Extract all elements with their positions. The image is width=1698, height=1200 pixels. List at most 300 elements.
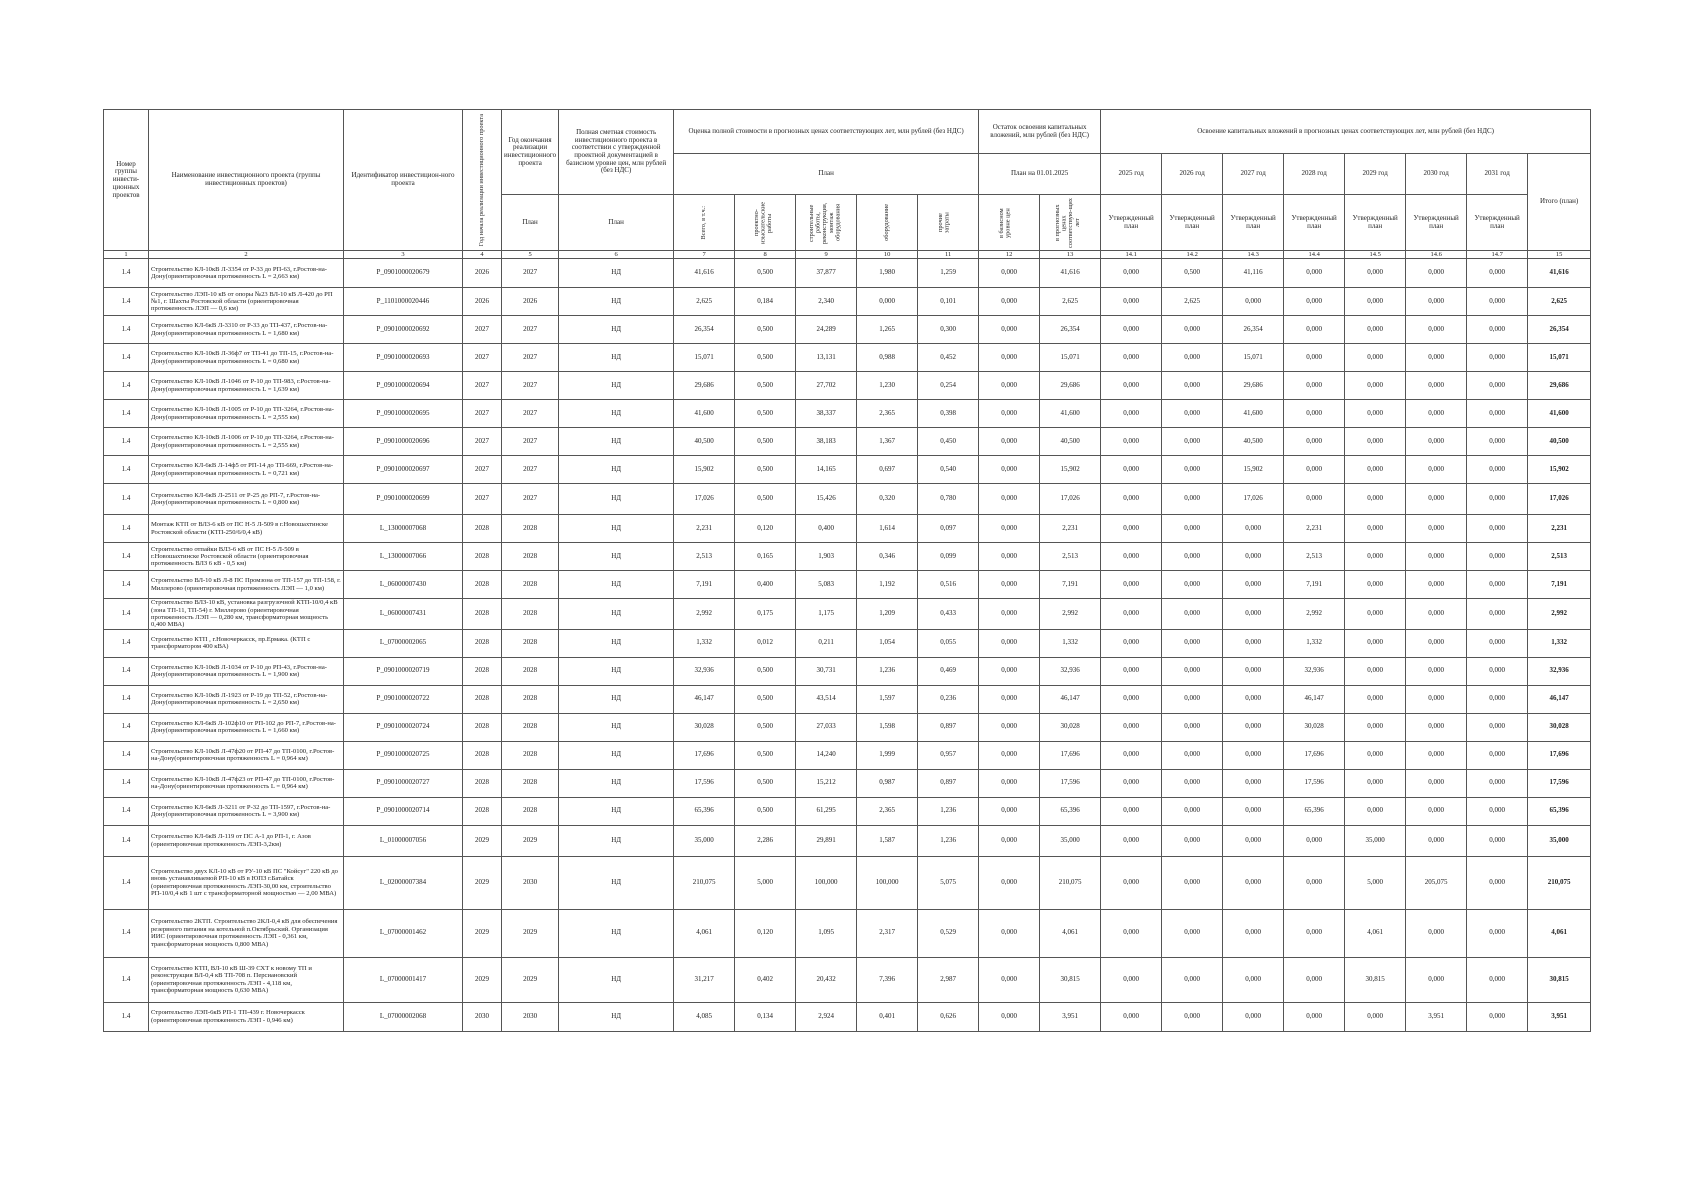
table-row — [104, 316, 1591, 344]
cell-value: 0,000 — [1467, 797, 1528, 825]
cell-value: 0,000 — [1467, 456, 1528, 484]
cell-value: 0,400 — [796, 515, 857, 543]
cell-value: 14,165 — [796, 456, 857, 484]
cell-value: 0,000 — [1406, 288, 1467, 316]
column-index-row — [104, 251, 1591, 259]
header-approved-2031: Утвержденный план — [1467, 195, 1528, 251]
cell-project-name: Строительство КЛ-10кВ Л-1034 от Р-10 до РП-43, г.Ростов-на-Дону(ориентировочная протяженность L = 1,900 км) — [149, 657, 344, 685]
cell-total: 30,028 — [1528, 713, 1591, 741]
cell-group: 1.4 — [104, 769, 149, 797]
cell-full-cost: НД — [559, 484, 674, 515]
cell-value: 30,028 — [674, 713, 735, 741]
cell-full-cost: НД — [559, 957, 674, 1002]
cell-value: 4,061 — [1345, 909, 1406, 957]
table-row — [104, 288, 1591, 316]
cell-value: 0,000 — [1101, 713, 1162, 741]
cell-value: 0,000 — [1101, 372, 1162, 400]
cell-year-end: 2030 — [502, 1002, 559, 1031]
cell-value: 0,516 — [918, 571, 979, 599]
cell-value: 15,426 — [796, 484, 857, 515]
cell-value: 0,000 — [1162, 456, 1223, 484]
cell-value: 46,147 — [674, 685, 735, 713]
cell-value: 17,026 — [1223, 484, 1284, 515]
cell-identifier: P_0901000020699 — [344, 484, 463, 515]
cell-group: 1.4 — [104, 428, 149, 456]
cell-value: 37,877 — [796, 259, 857, 288]
cell-value: 4,061 — [674, 909, 735, 957]
cell-project-name: Строительство 2КТП. Строительство 2КЛ-0,4 кВ для обеспечения резервного питания на котельной п.Октябрьский. Организация ИИС (ориентировочная протяженность ЛЭП - 0,361 км, трансформаторная мощность 0,800 МВА) — [149, 909, 344, 957]
cell-value: 27,033 — [796, 713, 857, 741]
cell-value: 0,401 — [857, 1002, 918, 1031]
cell-value: 1,230 — [857, 372, 918, 400]
cell-group: 1.4 — [104, 344, 149, 372]
cell-total: 15,071 — [1528, 344, 1591, 372]
cell-identifier: L_02000007384 — [344, 856, 463, 909]
cell-year-start: 2027 — [463, 372, 502, 400]
cell-value: 0,000 — [979, 484, 1040, 515]
cell-value: 0,000 — [1162, 825, 1223, 856]
cell-value: 61,295 — [796, 797, 857, 825]
cell-value: 100,000 — [857, 856, 918, 909]
cell-value: 46,147 — [1040, 685, 1101, 713]
cell-value: 0,000 — [1223, 825, 1284, 856]
cell-value: 0,000 — [1345, 316, 1406, 344]
cell-value: 0,000 — [1406, 909, 1467, 957]
table-row — [104, 372, 1591, 400]
cell-value: 100,000 — [796, 856, 857, 909]
cell-value: 5,000 — [735, 856, 796, 909]
cell-value: 0,000 — [1467, 685, 1528, 713]
cell-value: 0,000 — [1223, 288, 1284, 316]
cell-value: 2,992 — [1284, 599, 1345, 630]
col-index: 14.4 — [1284, 251, 1345, 259]
cell-value: 0,000 — [1467, 909, 1528, 957]
cell-value: 0,000 — [1101, 515, 1162, 543]
cell-value: 0,000 — [1467, 484, 1528, 515]
cell-total: 46,147 — [1528, 685, 1591, 713]
cell-value: 0,000 — [1406, 741, 1467, 769]
cell-year-end: 2028 — [502, 599, 559, 630]
cell-total: 26,354 — [1528, 316, 1591, 344]
cell-value: 0,000 — [1345, 288, 1406, 316]
cell-year-end: 2030 — [502, 856, 559, 909]
cell-value: 0,000 — [1284, 456, 1345, 484]
cell-value: 0,000 — [1162, 344, 1223, 372]
cell-value: 0,000 — [1101, 484, 1162, 515]
cell-value: 0,000 — [1467, 515, 1528, 543]
cell-value: 0,000 — [1406, 428, 1467, 456]
cell-value: 0,000 — [1406, 797, 1467, 825]
cell-group: 1.4 — [104, 288, 149, 316]
cell-year-start: 2028 — [463, 685, 502, 713]
table-row — [104, 797, 1591, 825]
cell-value: 24,289 — [796, 316, 857, 344]
cell-value: 0,134 — [735, 1002, 796, 1031]
col-index: 6 — [559, 251, 674, 259]
cell-value: 0,000 — [1101, 629, 1162, 657]
cell-value: 0,000 — [1345, 400, 1406, 428]
cell-value: 2,625 — [1162, 288, 1223, 316]
cell-identifier: P_0901000020714 — [344, 797, 463, 825]
cell-project-name: Строительство КЛ-10кВ Л-1923 от Р-19 до ТП-52, г.Ростов-на-Дону(ориентировочная протяженность L = 2,650 км) — [149, 685, 344, 713]
table-row — [104, 456, 1591, 484]
cell-full-cost: НД — [559, 657, 674, 685]
cell-value: 0,000 — [1162, 957, 1223, 1002]
cell-year-end: 2028 — [502, 685, 559, 713]
cell-value: 4,061 — [1040, 909, 1101, 957]
cell-identifier: L_07000001462 — [344, 909, 463, 957]
cell-value: 35,000 — [674, 825, 735, 856]
cell-value: 0,000 — [1467, 428, 1528, 456]
cell-value: 0,000 — [1162, 713, 1223, 741]
cell-value: 0,000 — [1101, 657, 1162, 685]
cell-year-start: 2029 — [463, 825, 502, 856]
cell-value: 41,616 — [1040, 259, 1101, 288]
cell-value: 2,231 — [1284, 515, 1345, 543]
cell-full-cost: НД — [559, 288, 674, 316]
cell-value: 2,286 — [735, 825, 796, 856]
cell-group: 1.4 — [104, 515, 149, 543]
cell-value: 2,365 — [857, 797, 918, 825]
header-year-end-plan: План — [502, 195, 559, 251]
cell-value: 1,367 — [857, 428, 918, 456]
cell-year-end: 2028 — [502, 769, 559, 797]
cell-value: 0,346 — [857, 543, 918, 571]
cell-value: 2,924 — [796, 1002, 857, 1031]
cell-full-cost: НД — [559, 515, 674, 543]
cell-value: 1,332 — [1284, 629, 1345, 657]
cell-value: 0,254 — [918, 372, 979, 400]
cell-value: 1,192 — [857, 571, 918, 599]
cell-value: 0,000 — [1223, 769, 1284, 797]
cell-group: 1.4 — [104, 259, 149, 288]
cell-value: 0,175 — [735, 599, 796, 630]
cell-value: 0,000 — [979, 400, 1040, 428]
cell-value: 0,500 — [735, 344, 796, 372]
header-sub-total: Всего, в т.ч.: — [674, 195, 735, 251]
cell-group: 1.4 — [104, 713, 149, 741]
cell-project-name: Строительство КЛ-6кВ Л-3211 от Р-32 до ТП-1597, г.Ростов-на-Дону(ориентировочная протяженность L = 3,900 км) — [149, 797, 344, 825]
cell-value: 0,000 — [1162, 428, 1223, 456]
cell-value: 0,000 — [1467, 657, 1528, 685]
cell-value: 0,000 — [1406, 484, 1467, 515]
cell-full-cost: НД — [559, 599, 674, 630]
cell-value: 0,000 — [979, 344, 1040, 372]
cell-total: 30,815 — [1528, 957, 1591, 1002]
header-year-2029: 2029 год — [1345, 154, 1406, 195]
cell-year-start: 2027 — [463, 484, 502, 515]
cell-year-start: 2027 — [463, 344, 502, 372]
cell-identifier: L_13000007066 — [344, 543, 463, 571]
cell-value: 0,000 — [1345, 629, 1406, 657]
cell-value: 2,317 — [857, 909, 918, 957]
cell-project-name: Строительство ВЛЗ-10 кВ, установка разгрузочной КТП-10/0,4 кВ (зона ТП-11, ТП-54) г. Миллерово (ориентировочная протяженность ЛЭП — 0,280 км, трансформаторная мощность 0,400 МВА) — [149, 599, 344, 630]
cell-value: 210,075 — [1040, 856, 1101, 909]
cell-value: 0,000 — [979, 372, 1040, 400]
cell-value: 0,500 — [735, 741, 796, 769]
col-index: 3 — [344, 251, 463, 259]
cell-value: 0,000 — [1101, 543, 1162, 571]
header-full-cost: Полная сметная стоимость инвестиционного проекта в соответствии с утвержденной проектной документацией в базисном уровне цен, млн рублей (без НДС) — [559, 110, 674, 195]
table-row — [104, 825, 1591, 856]
col-index: 13 — [1040, 251, 1101, 259]
header-sub-equipment: оборудование — [857, 195, 918, 251]
cell-value: 40,500 — [1040, 428, 1101, 456]
cell-value: 20,432 — [796, 957, 857, 1002]
cell-value: 65,396 — [1284, 797, 1345, 825]
cell-value: 17,696 — [1040, 741, 1101, 769]
cell-year-start: 2028 — [463, 515, 502, 543]
cell-value: 2,513 — [674, 543, 735, 571]
cell-value: 210,075 — [674, 856, 735, 909]
cell-value: 7,396 — [857, 957, 918, 1002]
cell-value: 26,354 — [1223, 316, 1284, 344]
cell-value: 17,026 — [674, 484, 735, 515]
cell-project-name: Строительство КЛ-10кВ Л-1006 от Р-10 до ТП-3264, г.Ростов-на-Дону(ориентировочная протяженность L = 2,555 км) — [149, 428, 344, 456]
header-year-end: Год окончания реализации инвестиционного проекта — [502, 110, 559, 195]
cell-identifier: L_06000007431 — [344, 599, 463, 630]
cell-value: 0,000 — [1101, 856, 1162, 909]
cell-value: 0,000 — [1162, 372, 1223, 400]
cell-value: 26,354 — [1040, 316, 1101, 344]
cell-value: 35,000 — [1040, 825, 1101, 856]
cell-value: 0,000 — [1223, 599, 1284, 630]
cell-value: 0,000 — [1467, 400, 1528, 428]
cell-group: 1.4 — [104, 484, 149, 515]
cell-value: 17,696 — [674, 741, 735, 769]
cell-project-name: Строительство ВЛ-10 кВ Л-8 ПС Промзона от ТП-157 до ТП-158, г. Миллерово (ориентировочная протяженность ЛЭП — 1,0 км) — [149, 571, 344, 599]
cell-value: 1,598 — [857, 713, 918, 741]
cell-value: 0,165 — [735, 543, 796, 571]
cell-value: 0,000 — [1223, 797, 1284, 825]
cell-project-name: Строительство двух КЛ-10 кВ от РУ-10 кВ ПС "Койсуг" 220 кВ до вновь устанавливаемой РП-10 кВ в ЮПЗ г.Батайск (ориентировочная протяженность ЛЭП-30,00 км, строительство РП-10/0,4 кВ 1 шт с трансформаторной мощностью — 2,00 МВА) — [149, 856, 344, 909]
cell-value: 0,957 — [918, 741, 979, 769]
cell-group: 1.4 — [104, 599, 149, 630]
cell-full-cost: НД — [559, 685, 674, 713]
cell-value: 0,000 — [979, 856, 1040, 909]
cell-value: 0,000 — [857, 288, 918, 316]
cell-value: 0,000 — [1467, 344, 1528, 372]
cell-full-cost: НД — [559, 428, 674, 456]
cell-value: 29,686 — [1040, 372, 1101, 400]
cell-value: 4,085 — [674, 1002, 735, 1031]
header-full-cost-plan: План — [559, 195, 674, 251]
cell-value: 0,500 — [735, 769, 796, 797]
cell-year-end: 2028 — [502, 571, 559, 599]
cell-value: 0,000 — [1406, 657, 1467, 685]
cell-value: 0,000 — [1406, 825, 1467, 856]
table-row — [104, 713, 1591, 741]
table-row — [104, 259, 1591, 288]
cell-value: 0,000 — [979, 599, 1040, 630]
cell-value: 0,000 — [1223, 629, 1284, 657]
cell-year-start: 2028 — [463, 629, 502, 657]
cell-value: 0,000 — [1467, 316, 1528, 344]
cell-value: 0,000 — [1345, 1002, 1406, 1031]
cell-value: 0,000 — [1162, 316, 1223, 344]
cell-value: 32,936 — [674, 657, 735, 685]
cell-value: 0,000 — [1345, 741, 1406, 769]
cell-value: 0,000 — [1345, 428, 1406, 456]
cell-total: 29,686 — [1528, 372, 1591, 400]
cell-value: 3,951 — [1406, 1002, 1467, 1031]
cell-value: 0,000 — [1101, 909, 1162, 957]
cell-identifier: P_0901000020697 — [344, 456, 463, 484]
table-row — [104, 484, 1591, 515]
cell-value: 0,300 — [918, 316, 979, 344]
cell-value: 15,071 — [1223, 344, 1284, 372]
cell-value: 40,500 — [674, 428, 735, 456]
cell-value: 0,000 — [1406, 769, 1467, 797]
cell-value: 0,000 — [979, 288, 1040, 316]
cell-value: 0,000 — [1223, 515, 1284, 543]
cell-value: 0,000 — [979, 515, 1040, 543]
cell-value: 41,600 — [674, 400, 735, 428]
cell-value: 0,000 — [1162, 741, 1223, 769]
cell-value: 2,513 — [1284, 543, 1345, 571]
table-row — [104, 856, 1591, 909]
cell-value: 0,000 — [1162, 909, 1223, 957]
cell-value: 0,000 — [979, 456, 1040, 484]
cell-value: 14,240 — [796, 741, 857, 769]
cell-project-name: Строительство КЛ-10кВ Л-47ф20 от РП-47 до ТП-0100, г.Ростов-на-Дону(ориентировочная протяженность L = 0,964 км) — [149, 741, 344, 769]
cell-value: 0,000 — [1467, 825, 1528, 856]
header-plan-date: План на 01.01.2025 — [979, 154, 1101, 195]
cell-value: 1,236 — [857, 657, 918, 685]
cell-year-end: 2027 — [502, 456, 559, 484]
table-row — [104, 657, 1591, 685]
cell-project-name: Строительство КЛ-10кВ Л-36ф7 от ТП-41 до ТП-15, г.Ростов-на-Дону(ориентировочная протяженность L = 0,680 км) — [149, 344, 344, 372]
cell-year-start: 2027 — [463, 456, 502, 484]
cell-year-end: 2029 — [502, 825, 559, 856]
cell-year-start: 2027 — [463, 400, 502, 428]
cell-value: 41,116 — [1223, 259, 1284, 288]
cell-year-end: 2027 — [502, 484, 559, 515]
cell-year-start: 2028 — [463, 797, 502, 825]
header-sub-base: в базисном уровне цен — [979, 195, 1040, 251]
cell-value: 0,000 — [1345, 685, 1406, 713]
cell-project-name: Строительство КЛ-10кВ Л-1005 от Р-10 до ТП-3264, г.Ростов-на-Дону(ориентировочная протяженность L = 2,555 км) — [149, 400, 344, 428]
cell-value: 0,000 — [1162, 515, 1223, 543]
header-identifier: Идентификатор инвестицион-ного проекта — [344, 110, 463, 251]
cell-value: 0,000 — [1101, 685, 1162, 713]
cell-value: 65,396 — [1040, 797, 1101, 825]
header-sub-pir: проектно-изыскательские работы — [735, 195, 796, 251]
cell-identifier: P_0901000020695 — [344, 400, 463, 428]
cell-value: 17,026 — [1040, 484, 1101, 515]
table-row — [104, 629, 1591, 657]
cell-value: 0,000 — [1162, 769, 1223, 797]
col-index: 14.1 — [1101, 251, 1162, 259]
cell-value: 0,000 — [1101, 316, 1162, 344]
cell-value: 43,514 — [796, 685, 857, 713]
cell-value: 0,000 — [979, 957, 1040, 1002]
cell-total: 17,596 — [1528, 769, 1591, 797]
cell-group: 1.4 — [104, 685, 149, 713]
cell-identifier: P_0901000020696 — [344, 428, 463, 456]
investment-program-table — [103, 109, 1591, 1032]
cell-full-cost: НД — [559, 825, 674, 856]
cell-value: 2,625 — [1040, 288, 1101, 316]
cell-value: 0,000 — [1406, 599, 1467, 630]
cell-value: 0,987 — [857, 769, 918, 797]
cell-value: 0,000 — [979, 1002, 1040, 1031]
cell-value: 0,184 — [735, 288, 796, 316]
cell-value: 31,217 — [674, 957, 735, 1002]
cell-value: 0,000 — [1101, 1002, 1162, 1031]
col-index: 15 — [1528, 251, 1591, 259]
cell-total: 4,061 — [1528, 909, 1591, 957]
cell-total: 41,616 — [1528, 259, 1591, 288]
cell-value: 29,686 — [1223, 372, 1284, 400]
cell-project-name: Строительство КТП, ВЛ-10 кВ Ш-39 СХТ к новому ТП и реконструкция ВЛ-0,4 кВ ТП-708 п. Персиановский (ориентировочная протяженность ЛЭП - 4,118 км, трансформаторная мощность 0,630 МВА) — [149, 957, 344, 1002]
cell-group: 1.4 — [104, 316, 149, 344]
cell-value: 0,000 — [1284, 400, 1345, 428]
cell-value: 0,500 — [735, 259, 796, 288]
cell-value: 2,340 — [796, 288, 857, 316]
cell-value: 15,902 — [674, 456, 735, 484]
cell-value: 32,936 — [1284, 657, 1345, 685]
cell-value: 0,000 — [1223, 713, 1284, 741]
cell-value: 1,332 — [674, 629, 735, 657]
cell-value: 41,600 — [1223, 400, 1284, 428]
col-index: 10 — [857, 251, 918, 259]
cell-value: 0,000 — [1101, 571, 1162, 599]
col-index: 1 — [104, 251, 149, 259]
cell-value: 15,902 — [1040, 456, 1101, 484]
cell-value: 0,000 — [979, 543, 1040, 571]
cell-year-end: 2029 — [502, 909, 559, 957]
cell-value: 0,500 — [1162, 259, 1223, 288]
cell-value: 2,987 — [918, 957, 979, 1002]
col-index: 9 — [796, 251, 857, 259]
cell-value: 0,000 — [1223, 856, 1284, 909]
header-year-2026: 2026 год — [1162, 154, 1223, 195]
cell-total: 40,500 — [1528, 428, 1591, 456]
table-row — [104, 599, 1591, 630]
cell-value: 30,815 — [1040, 957, 1101, 1002]
header-sub-smr: строительные работы, реконструкция, монтаж оборудования — [796, 195, 857, 251]
table-body — [104, 259, 1591, 1032]
cell-value: 0,000 — [1162, 856, 1223, 909]
cell-value: 0,000 — [1406, 957, 1467, 1002]
cell-value: 0,000 — [1101, 400, 1162, 428]
cell-value: 0,120 — [735, 909, 796, 957]
cell-value: 30,815 — [1345, 957, 1406, 1002]
header-approved-2029: Утвержденный план — [1345, 195, 1406, 251]
cell-value: 1,236 — [918, 825, 979, 856]
cell-value: 0,000 — [1406, 685, 1467, 713]
cell-value: 0,000 — [1223, 657, 1284, 685]
cell-value: 0,000 — [979, 657, 1040, 685]
cell-identifier: L_07000002065 — [344, 629, 463, 657]
cell-value: 7,191 — [1040, 571, 1101, 599]
header-name: Наименование инвестиционного проекта (группы инвестиционных проектов) — [149, 110, 344, 251]
cell-value: 0,000 — [1223, 571, 1284, 599]
cell-value: 0,000 — [1406, 259, 1467, 288]
cell-value: 0,000 — [1345, 543, 1406, 571]
cell-value: 0,000 — [1223, 1002, 1284, 1031]
header-year-start: Год начала реализации инвестиционного проекта — [463, 110, 502, 251]
cell-project-name: Строительство КЛ-10кВ Л-3354 от Р-33 до РП-63, г.Ростов-на-Дону(ориентировочная протяженность L = 2,663 км) — [149, 259, 344, 288]
cell-value: 0,000 — [1406, 316, 1467, 344]
table-row — [104, 769, 1591, 797]
cell-value: 0,000 — [979, 685, 1040, 713]
col-index: 8 — [735, 251, 796, 259]
cell-value: 0,000 — [979, 741, 1040, 769]
cell-value: 0,000 — [979, 316, 1040, 344]
cell-value: 0,000 — [979, 259, 1040, 288]
